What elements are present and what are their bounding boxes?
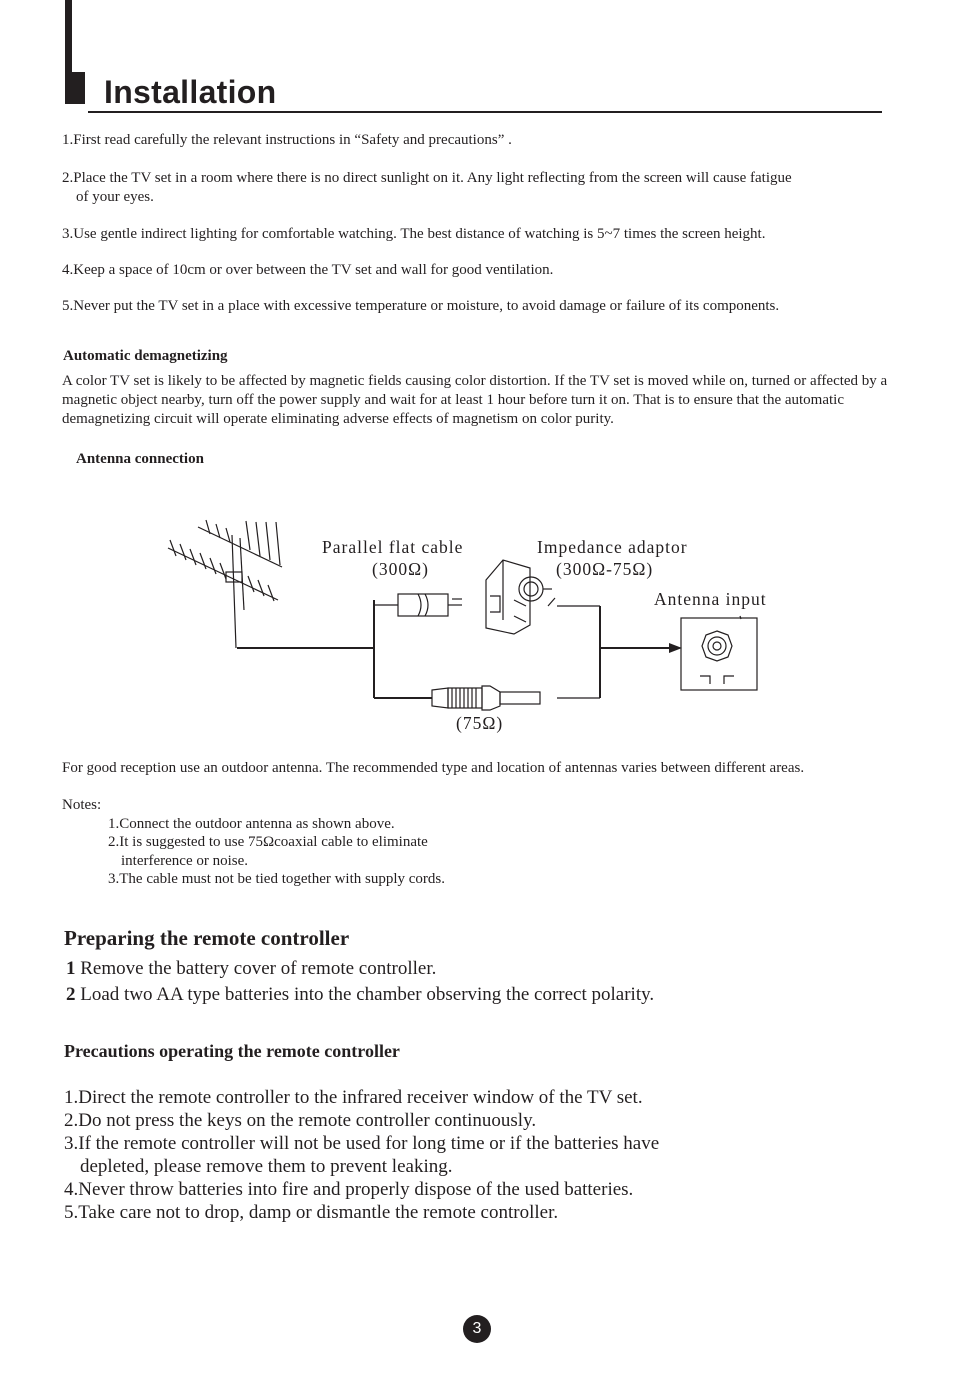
precaution-3: 3.If the remote controller will not be used for long time or if the batteries have — [64, 1133, 660, 1154]
antenna-input-label: Antenna input — [654, 589, 767, 609]
precaution-3-continued: depleted, please remove them to prevent leaking. — [80, 1156, 453, 1177]
remote-step-2-text: Load two AA type batteries into the chamber observing the correct polarity. — [75, 984, 655, 1005]
adaptor-value: (300Ω-75Ω) — [556, 559, 654, 579]
note-1: 1.Connect the outdoor antenna as shown above. — [108, 816, 395, 832]
antenna-diagram — [150, 505, 810, 745]
remote-step-2-number: 2 — [66, 984, 76, 1005]
install-item-5: 5.Never put the TV set in a place with excessive temperature or moisture, to avoid damage or failure of its components. — [62, 298, 780, 314]
page-number: 3 — [463, 1315, 491, 1343]
remote-step-2 — [66, 982, 654, 1008]
precaution-2: 2.Do not press the keys on the remote controller continuously. — [64, 1110, 537, 1131]
install-item-2-line-2: of your eyes. — [76, 189, 154, 205]
header-block — [65, 72, 85, 104]
page-title: Installation — [104, 74, 277, 110]
install-item-2 — [62, 169, 892, 207]
coaxial-connector-icon — [374, 686, 540, 710]
note-2-continued: interference or noise. — [121, 853, 249, 869]
arrow-head-icon — [669, 643, 682, 653]
outdoor-antenna-icon — [168, 520, 282, 648]
remote-heading: Preparing the remote controller — [64, 926, 350, 950]
coax-value: (75Ω) — [456, 713, 504, 733]
install-item-3: 3.Use gentle indirect lighting for comfortable watching. The best distance of watching is 5~7 times the screen height. — [62, 226, 766, 242]
parallel-cable-value: (300Ω) — [372, 559, 429, 579]
antenna-input-socket-icon — [681, 616, 757, 690]
note-2: 2.It is suggested to use 75Ωcoaxial cable to eliminate — [108, 834, 428, 850]
notes-label: Notes: — [62, 797, 102, 813]
remote-step-1-number: 1 — [66, 958, 76, 979]
precaution-1: 1.Direct the remote controller to the infrared receiver window of the TV set. — [64, 1087, 643, 1108]
install-item-1: 1.First read carefully the relevant instructions in “Safety and precautions” . — [62, 132, 512, 148]
demagnetizing-body: A color TV set is likely to be affected by magnetic fields causing color distortion. If the TV set is moved while on, turned or affected by a magnetic object nearby, turn off the power supply and wait for at least 1 hour before turn it on. That is to ensure that the automatic demagnetizing circuit will operate eliminating adverse effects of magnetism on color purity. — [62, 373, 888, 427]
reception-note: For good reception use an outdoor antenna. The recommended type and location of antennas varies between different areas. — [62, 760, 805, 776]
precaution-4: 4.Never throw batteries into fire and properly dispose of the used batteries. — [64, 1179, 634, 1200]
adaptor-label: Impedance adaptor — [537, 537, 688, 557]
flat-cable-connector-icon — [374, 594, 462, 616]
install-item-4: 4.Keep a space of 10cm or over between the TV set and wall for good ventilation. — [62, 262, 554, 278]
title-rule — [88, 111, 882, 113]
note-3: 3.The cable must not be tied together with supply cords. — [108, 871, 446, 887]
parallel-cable-label: Parallel flat cable — [322, 537, 464, 557]
remote-step-1-text: Remove the battery cover of remote controller. — [75, 958, 437, 979]
demagnetizing-heading: Automatic demagnetizing — [63, 348, 228, 364]
impedance-adaptor-icon — [486, 560, 555, 634]
install-item-2-line-1: 2.Place the TV set in a room where there is no direct sunlight on it. Any light reflecting from the screen will cause fatigue — [62, 170, 792, 186]
precautions-heading: Precautions operating the remote controller — [64, 1041, 400, 1061]
remote-step-1 — [66, 956, 436, 982]
antenna-heading: Antenna connection — [76, 451, 204, 467]
precaution-5: 5.Take care not to drop, damp or dismantle the remote controller. — [64, 1202, 559, 1223]
